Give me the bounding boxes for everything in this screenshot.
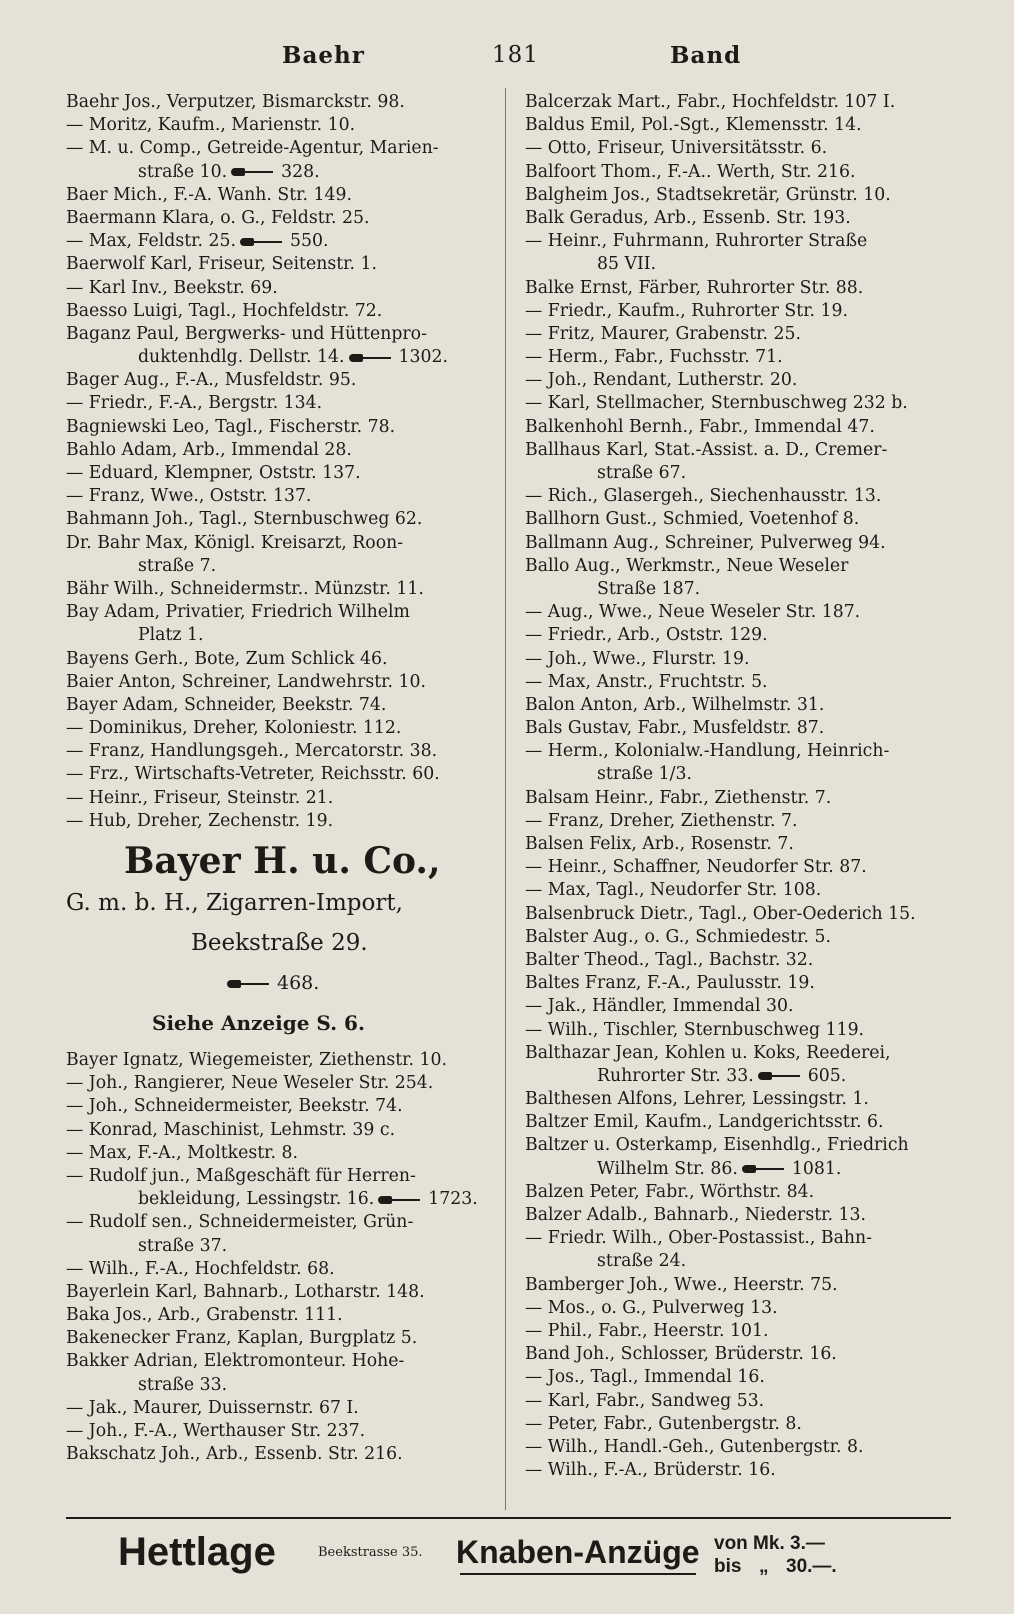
directory-entry bbox=[66, 230, 498, 253]
advert-telephone bbox=[66, 963, 498, 1003]
directory-entry bbox=[525, 1413, 951, 1436]
entry-text: Bayer Adam, Schneider, Beekstr. 74. bbox=[66, 694, 387, 715]
directory-entry bbox=[66, 578, 498, 601]
directory-entry bbox=[66, 694, 498, 717]
entry-text: Baganz Paul, Bergwerks- und Hüttenpro- bbox=[66, 323, 427, 344]
directory-entry bbox=[66, 1165, 498, 1188]
directory-entry bbox=[525, 763, 951, 786]
entry-text: duktenhdlg. Dellstr. 14. bbox=[138, 347, 345, 368]
directory-entry bbox=[66, 1211, 498, 1234]
entry-text: Baltzer u. Osterkamp, Eisenhdlg., Friedrich bbox=[525, 1135, 909, 1156]
directory-entry bbox=[525, 462, 951, 485]
directory-entry bbox=[525, 184, 951, 207]
directory-entry bbox=[66, 1420, 498, 1443]
directory-entry bbox=[66, 1350, 498, 1373]
entry-text: — Joh., F.-A., Werthauser Str. 237. bbox=[66, 1421, 366, 1441]
entry-text: Bahmann Joh., Tagl., Sternbuschweg 62. bbox=[66, 509, 423, 530]
entry-text: 85 VII. bbox=[597, 254, 657, 275]
directory-entry bbox=[66, 508, 498, 531]
entry-text: Baka Jos., Arb., Grabenstr. 111. bbox=[66, 1305, 343, 1326]
directory-entry bbox=[66, 1119, 498, 1142]
entry-text: Ballhaus Karl, Stat.-Assist. a. D., Cremer- bbox=[525, 439, 888, 460]
directory-entry bbox=[66, 462, 498, 485]
entry-text: Balzen Peter, Fabr., Wörthstr. 84. bbox=[525, 1181, 815, 1202]
entry-text: Balsen Felix, Arb., Rosenstr. 7. bbox=[525, 834, 794, 854]
entry-text: Ballhorn Gust., Schmied, Voetenhof 8. bbox=[525, 509, 860, 530]
directory-entry bbox=[66, 740, 498, 763]
entry-text: Bals Gustav, Fabr., Musfeldstr. 87. bbox=[525, 718, 825, 739]
entry-text: Baehr Jos., Verputzer, Bismarckstr. 98. bbox=[66, 92, 405, 112]
directory-entry bbox=[525, 532, 951, 555]
entry-text: Ruhrorter Str. 33. bbox=[597, 1065, 754, 1086]
directory-entry bbox=[525, 787, 951, 810]
entry-text: Baesso Luigi, Tagl., Hochfeldstr. 72. bbox=[66, 300, 383, 321]
directory-entry bbox=[525, 1227, 951, 1250]
entry-text: — Max, Feldstr. 25. bbox=[66, 231, 237, 252]
entry-text: — Franz, Wwe., Oststr. 137. bbox=[66, 486, 312, 507]
entry-text: Baltzer Emil, Kaufm., Landgerichtsstr. 6. bbox=[525, 1112, 884, 1133]
directory-entry bbox=[66, 763, 498, 786]
entry-text: Baltes Franz, F.-A., Paulusstr. 19. bbox=[525, 973, 815, 994]
entry-text: — M. u. Comp., Getreide-Agentur, Marien- bbox=[66, 138, 439, 159]
entry-text: — Frz., Wirtschafts-Vetreter, Reichsstr. 60. bbox=[66, 764, 440, 785]
telephone-icon bbox=[349, 353, 393, 363]
directory-entry bbox=[525, 230, 951, 253]
entry-text: Baier Anton, Schreiner, Landwehrstr. 10. bbox=[66, 671, 426, 692]
entry-text: Baermann Klara, o. G., Feldstr. 25. bbox=[66, 207, 370, 228]
directory-entry bbox=[525, 1366, 951, 1389]
price-from-value: 3.— bbox=[790, 1533, 825, 1554]
directory-entry bbox=[66, 1142, 498, 1165]
directory-entry bbox=[525, 555, 951, 578]
directory-entry bbox=[525, 346, 951, 369]
entry-text: — Franz, Dreher, Ziethenstr. 7. bbox=[525, 810, 798, 831]
directory-entry bbox=[66, 1095, 498, 1118]
directory-entry bbox=[525, 926, 951, 949]
directory-entry bbox=[525, 671, 951, 694]
entry-text: — Hub, Dreher, Zechenstr. 19. bbox=[66, 810, 334, 831]
directory-entry bbox=[525, 648, 951, 671]
entry-text: — Jak., Händler, Immendal 30. bbox=[525, 996, 794, 1017]
entry-text: Balke Ernst, Färber, Ruhrorter Str. 88. bbox=[525, 277, 864, 298]
entry-text: Straße 187. bbox=[597, 578, 701, 599]
footer-ad-title: Knaben-Anzüge bbox=[456, 1534, 700, 1570]
directory-entry bbox=[525, 1019, 951, 1042]
entry-text: — Eduard, Klempner, Oststr. 137. bbox=[66, 463, 361, 483]
entry-text: — Friedr., Kaufm., Ruhrorter Str. 19. bbox=[525, 300, 849, 321]
entry-text: Balkenhohl Bernh., Fabr., Immendal 47. bbox=[525, 416, 875, 437]
directory-entry bbox=[525, 161, 951, 184]
entry-text: Ballo Aug., Werkmstr., Neue Weseler bbox=[525, 555, 849, 576]
telephone-number: 605. bbox=[807, 1065, 847, 1086]
entry-text: Balthazar Jean, Kohlen u. Koks, Reederei, bbox=[525, 1042, 891, 1063]
directory-entry bbox=[66, 1235, 498, 1258]
directory-entry bbox=[66, 787, 498, 810]
entry-text: — Franz, Handlungsgeh., Mercatorstr. 38. bbox=[66, 741, 438, 762]
directory-entry bbox=[66, 392, 498, 415]
directory-entry bbox=[66, 671, 498, 694]
telephone-icon bbox=[742, 1164, 786, 1174]
directory-entry bbox=[525, 1134, 951, 1157]
directory-entry bbox=[66, 277, 498, 300]
entry-text: Bager Aug., F.-A., Musfeldstr. 95. bbox=[66, 370, 357, 391]
entry-text: — Friedr. Wilh., Ober-Postassist., Bahn- bbox=[525, 1228, 872, 1249]
directory-entry bbox=[525, 91, 951, 114]
directory-entry bbox=[66, 624, 498, 647]
entry-text: — Herm., Fabr., Fuchsstr. 71. bbox=[525, 347, 783, 368]
directory-entry bbox=[525, 1065, 951, 1088]
entry-text: Balfoort Thom., F.-A.. Werth, Str. 216. bbox=[525, 161, 856, 182]
directory-entry bbox=[525, 717, 951, 740]
entry-text: — Jos., Tagl., Immendal 16. bbox=[525, 1367, 765, 1388]
directory-entry bbox=[66, 207, 498, 230]
directory-entry bbox=[66, 1397, 498, 1420]
entry-text: straße 24. bbox=[597, 1251, 687, 1272]
telephone-icon bbox=[227, 979, 271, 989]
entry-text: Wilhelm Str. 86. bbox=[597, 1158, 738, 1179]
entry-text: Bakschatz Joh., Arb., Essenb. Str. 216. bbox=[66, 1444, 403, 1465]
right-column bbox=[525, 91, 951, 1482]
directory-entry bbox=[66, 1072, 498, 1095]
directory-entry bbox=[66, 369, 498, 392]
entry-text: Bähr Wilh., Schneidermstr.. Münzstr. 11. bbox=[66, 578, 424, 599]
telephone-icon bbox=[758, 1071, 802, 1081]
entry-text: Balcerzak Mart., Fabr., Hochfeldstr. 107 I. bbox=[525, 92, 896, 112]
directory-entry bbox=[66, 300, 498, 323]
directory-entry bbox=[66, 1049, 498, 1072]
page-number: 181 bbox=[492, 42, 539, 68]
entry-text: Baldus Emil, Pol.-Sgt., Klemensstr. 14. bbox=[525, 115, 862, 136]
entry-text: Dr. Bahr Max, Königl. Kreisarzt, Roon- bbox=[66, 532, 404, 553]
directory-entry bbox=[525, 1274, 951, 1297]
entry-text: Bagniewski Leo, Tagl., Fischerstr. 78. bbox=[66, 416, 396, 437]
entry-text: — Max, F.-A., Moltkestr. 8. bbox=[66, 1142, 299, 1163]
directory-entry bbox=[525, 137, 951, 160]
footer-price-from bbox=[714, 1533, 825, 1555]
telephone-number: 1723. bbox=[428, 1189, 478, 1210]
advertisement-bayer bbox=[66, 839, 498, 1043]
entry-text: — Moritz, Kaufm., Marienstr. 10. bbox=[66, 115, 356, 136]
directory-entry bbox=[525, 1320, 951, 1343]
directory-entry bbox=[66, 1258, 498, 1281]
telephone-number: 328. bbox=[281, 161, 320, 182]
entry-text: Bay Adam, Privatier, Friedrich Wilhelm bbox=[66, 602, 410, 623]
entry-text: Balk Geradus, Arb., Essenb. Str. 193. bbox=[525, 207, 851, 228]
directory-entry bbox=[525, 1343, 951, 1366]
directory-entry bbox=[66, 810, 498, 833]
column-divider bbox=[505, 88, 506, 1510]
entry-text: — Herm., Kolonialw.-Handlung, Heinrich- bbox=[525, 741, 890, 762]
directory-entry bbox=[66, 1374, 498, 1397]
directory-entry bbox=[66, 532, 498, 555]
running-header-right: Band bbox=[670, 42, 742, 69]
entry-text: — Rudolf jun., Maßgeschäft für Herren- bbox=[66, 1165, 416, 1186]
entry-text: Balgheim Jos., Stadtsekretär, Grünstr. 10. bbox=[525, 184, 891, 205]
footer-rule bbox=[66, 1517, 951, 1519]
entry-text: — Karl, Stellmacher, Sternbuschweg 232 b. bbox=[525, 393, 908, 414]
entry-text: straße 10. bbox=[138, 161, 228, 182]
price-ditto-mark: „ bbox=[758, 1556, 769, 1577]
directory-entry bbox=[66, 1304, 498, 1327]
directory-entry bbox=[525, 1297, 951, 1320]
entry-text: — Dominikus, Dreher, Koloniestr. 112. bbox=[66, 718, 402, 739]
entry-text: Balthesen Alfons, Lehrer, Lessingstr. 1. bbox=[525, 1089, 869, 1110]
entry-text: Balster Aug., o. G., Schmiedestr. 5. bbox=[525, 926, 831, 947]
advert-firm-type: G. m. b. H., Zigarren-Import, bbox=[66, 890, 403, 916]
directory-entry bbox=[66, 648, 498, 671]
telephone-number: 550. bbox=[290, 231, 329, 252]
entry-text: — Rich., Glasergeh., Siechenhausstr. 13. bbox=[525, 486, 882, 507]
right-entries bbox=[525, 91, 951, 1482]
directory-entry bbox=[525, 300, 951, 323]
entry-text: — Max, Anstr., Fruchtstr. 5. bbox=[525, 671, 768, 692]
directory-entry bbox=[66, 416, 498, 439]
directory-entry bbox=[525, 624, 951, 647]
entry-text: straße 7. bbox=[138, 555, 217, 576]
directory-entry bbox=[525, 903, 951, 926]
price-to-value: 30.—. bbox=[786, 1556, 837, 1577]
directory-entry bbox=[66, 137, 498, 160]
entry-text: — Phil., Fabr., Heerstr. 101. bbox=[525, 1320, 769, 1341]
directory-entry bbox=[525, 392, 951, 415]
directory-entry bbox=[525, 879, 951, 902]
entry-text: — Fritz, Maurer, Grabenstr. 25. bbox=[525, 323, 801, 344]
directory-entry bbox=[525, 1204, 951, 1227]
directory-entry bbox=[525, 253, 951, 276]
entry-text: Balzer Adalb., Bahnarb., Niederstr. 13. bbox=[525, 1205, 866, 1225]
directory-entry bbox=[525, 833, 951, 856]
directory-entry bbox=[66, 346, 498, 369]
footer-ad-brand: Hettlage bbox=[118, 1530, 276, 1574]
footer-ad-street: Beekstrasse 35. bbox=[318, 1545, 423, 1560]
directory-entry bbox=[525, 1250, 951, 1273]
directory-entry bbox=[525, 485, 951, 508]
directory-entry bbox=[66, 601, 498, 624]
entry-text: Baerwolf Karl, Friseur, Seitenstr. 1. bbox=[66, 254, 377, 275]
entry-text: Platz 1. bbox=[138, 625, 204, 646]
directory-entry bbox=[525, 1158, 951, 1181]
entry-text: Bayerlein Karl, Bahnarb., Lotharstr. 148. bbox=[66, 1281, 425, 1302]
entry-text: — Wilh., Handl.-Geh., Gutenbergstr. 8. bbox=[525, 1436, 864, 1457]
entry-text: Balon Anton, Arb., Wilhelmstr. 31. bbox=[525, 694, 825, 715]
telephone-icon bbox=[378, 1195, 422, 1205]
entry-text: Baer Mich., F.-A. Wanh. Str. 149. bbox=[66, 184, 353, 205]
entry-text: Balter Theod., Tagl., Bachstr. 32. bbox=[525, 949, 814, 970]
directory-entry bbox=[525, 277, 951, 300]
directory-entry bbox=[525, 856, 951, 879]
entry-text: — Max, Tagl., Neudorfer Str. 108. bbox=[525, 880, 822, 901]
directory-entry bbox=[66, 114, 498, 137]
entry-text: — Rudolf sen., Schneidermeister, Grün- bbox=[66, 1212, 414, 1233]
directory-entry bbox=[66, 555, 498, 578]
directory-entry bbox=[66, 1327, 498, 1350]
entry-text: Bakenecker Franz, Kaplan, Burgplatz 5. bbox=[66, 1328, 418, 1349]
entry-text: straße 37. bbox=[138, 1235, 228, 1256]
directory-entry bbox=[525, 949, 951, 972]
directory-entry bbox=[525, 1181, 951, 1204]
directory-entry bbox=[66, 1188, 498, 1211]
directory-entry bbox=[66, 717, 498, 740]
telephone-icon bbox=[240, 237, 284, 247]
entry-text: Balsenbruck Dietr., Tagl., Ober-Oederich 15. bbox=[525, 903, 916, 924]
running-header-left: Baehr bbox=[282, 42, 365, 69]
directory-entry bbox=[525, 810, 951, 833]
directory-entry bbox=[66, 1281, 498, 1304]
entry-text: — Joh., Schneidermeister, Beekstr. 74. bbox=[66, 1096, 403, 1117]
directory-entry bbox=[525, 972, 951, 995]
directory-entry bbox=[525, 1042, 951, 1065]
entry-text: Band Joh., Schlosser, Brüderstr. 16. bbox=[525, 1344, 837, 1365]
entry-text: — Aug., Wwe., Neue Weseler Str. 187. bbox=[525, 602, 861, 623]
directory-entry bbox=[66, 439, 498, 462]
entry-text: — Joh., Wwe., Flurstr. 19. bbox=[525, 648, 750, 669]
directory-entry bbox=[66, 323, 498, 346]
directory-entry bbox=[66, 253, 498, 276]
entry-text: Bayer Ignatz, Wiegemeister, Ziethenstr. 10. bbox=[66, 1050, 447, 1070]
directory-entry bbox=[525, 1111, 951, 1134]
directory-entry bbox=[66, 161, 498, 184]
directory-entry bbox=[525, 601, 951, 624]
telephone-number: 1081. bbox=[791, 1158, 842, 1179]
advert-see-reference: Siehe Anzeige S. 6. bbox=[152, 1011, 365, 1035]
entry-text: bekleidung, Lessingstr. 16. bbox=[138, 1189, 375, 1210]
directory-entry bbox=[525, 508, 951, 531]
directory-entry bbox=[66, 91, 498, 114]
advert-firm-name: Bayer H. u. Co., bbox=[124, 840, 441, 882]
directory-entry bbox=[525, 578, 951, 601]
directory-entry bbox=[525, 114, 951, 137]
entry-text: straße 67. bbox=[597, 463, 687, 483]
entry-text: — Mos., o. G., Pulverweg 13. bbox=[525, 1297, 778, 1318]
entry-text: straße 1/3. bbox=[597, 764, 692, 785]
footer-title-underline bbox=[460, 1573, 696, 1575]
left-column bbox=[66, 91, 498, 1466]
directory-entry bbox=[525, 1390, 951, 1413]
entry-text: straße 33. bbox=[138, 1374, 228, 1395]
telephone-number: 1302. bbox=[398, 347, 448, 368]
entry-text: — Wilh., F.-A., Brüderstr. 16. bbox=[525, 1460, 776, 1481]
directory-entry bbox=[525, 416, 951, 439]
entry-text: Balsam Heinr., Fabr., Ziethenstr. 7. bbox=[525, 787, 832, 808]
entry-text: — Friedr., Arb., Oststr. 129. bbox=[525, 625, 768, 646]
directory-entry bbox=[525, 1436, 951, 1459]
entry-text: — Konrad, Maschinist, Lehmstr. 39 c. bbox=[66, 1119, 396, 1140]
entry-text: — Friedr., F.-A., Bergstr. 134. bbox=[66, 393, 323, 414]
entry-text: Ballmann Aug., Schreiner, Pulverweg 94. bbox=[525, 532, 886, 553]
entry-text: — Heinr., Fuhrmann, Ruhrorter Straße bbox=[525, 231, 868, 252]
telephone-icon bbox=[231, 167, 275, 177]
entry-text: Bahlo Adam, Arb., Immendal 28. bbox=[66, 439, 352, 460]
entry-text: — Otto, Friseur, Universitätsstr. 6. bbox=[525, 138, 828, 159]
directory-entry bbox=[525, 369, 951, 392]
directory-entry bbox=[66, 485, 498, 508]
entry-text: — Heinr., Friseur, Steinstr. 21. bbox=[66, 787, 334, 808]
advert-telephone-number: 468. bbox=[277, 972, 320, 994]
entry-text: — Jak., Maurer, Duissernstr. 67 I. bbox=[66, 1397, 359, 1418]
entry-text: Bayens Gerh., Bote, Zum Schlick 46. bbox=[66, 648, 388, 669]
entry-text: — Wilh., F.-A., Hochfeldstr. 68. bbox=[66, 1258, 335, 1279]
directory-entry bbox=[66, 1443, 498, 1466]
directory-entry bbox=[525, 439, 951, 462]
directory-entry bbox=[525, 694, 951, 717]
entry-text: — Karl Inv., Beekstr. 69. bbox=[66, 277, 278, 298]
advert-street: Beekstraße 29. bbox=[191, 930, 368, 956]
entry-text: Bakker Adrian, Elektromonteur. Hohe- bbox=[66, 1351, 405, 1372]
left-entries-top bbox=[66, 91, 498, 833]
directory-entry bbox=[525, 1459, 951, 1482]
price-from-label: von Mk. bbox=[714, 1533, 785, 1554]
price-to-label: bis bbox=[714, 1556, 742, 1577]
directory-entry bbox=[525, 323, 951, 346]
left-entries-bottom bbox=[66, 1049, 498, 1466]
directory-entry bbox=[525, 1088, 951, 1111]
entry-text: Bamberger Joh., Wwe., Heerstr. 75. bbox=[525, 1274, 838, 1295]
entry-text: — Wilh., Tischler, Sternbuschweg 119. bbox=[525, 1019, 865, 1040]
directory-entry bbox=[66, 184, 498, 207]
entry-text: — Joh., Rangierer, Neue Weseler Str. 254. bbox=[66, 1073, 434, 1094]
directory-entry bbox=[525, 740, 951, 763]
entry-text: — Karl, Fabr., Sandweg 53. bbox=[525, 1390, 765, 1411]
directory-entry bbox=[525, 207, 951, 230]
entry-text: — Heinr., Schaffner, Neudorfer Str. 87. bbox=[525, 857, 867, 878]
entry-text: — Joh., Rendant, Lutherstr. 20. bbox=[525, 370, 798, 391]
directory-entry bbox=[525, 995, 951, 1018]
entry-text: — Peter, Fabr., Gutenbergstr. 8. bbox=[525, 1413, 802, 1434]
footer-price-to bbox=[714, 1556, 837, 1578]
